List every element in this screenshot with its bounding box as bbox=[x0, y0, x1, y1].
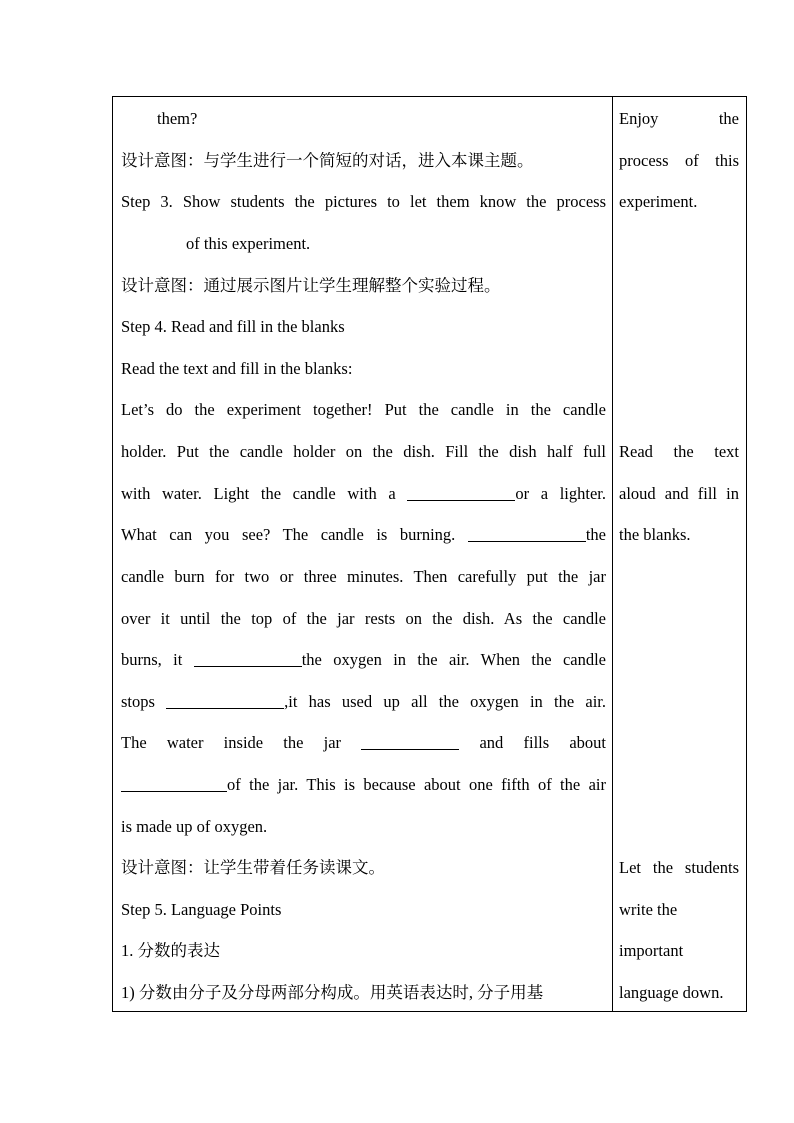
fill-blank-5[interactable] bbox=[361, 731, 459, 750]
passage-text: of the jar. This is because about one fifth of the air bbox=[227, 775, 606, 794]
passage-line bbox=[121, 722, 606, 764]
activity-line: Enjoy the bbox=[619, 109, 739, 128]
activity-line: the blanks. bbox=[619, 525, 691, 544]
passage-line bbox=[121, 639, 606, 681]
activity-line: experiment. bbox=[619, 192, 698, 211]
step-5-heading: Step 5. Language Points bbox=[121, 900, 282, 919]
design-intent-line: 设计意图：让学生带着任务读课文。 bbox=[121, 858, 385, 877]
passage-line bbox=[121, 473, 606, 515]
passage-text: The water inside the jar bbox=[121, 733, 342, 752]
passage-line: is made up of oxygen. bbox=[121, 817, 268, 836]
fill-blank-3[interactable] bbox=[194, 648, 302, 667]
activity-line: Read the text bbox=[619, 442, 739, 461]
language-point-heading: 1. 分数的表达 bbox=[121, 941, 220, 960]
passage-line: Let’s do the experiment together! Put the candle in the candle bbox=[121, 400, 606, 419]
passage-line bbox=[121, 764, 606, 806]
text-line: of this experiment. bbox=[186, 234, 311, 253]
activity-line: process of this bbox=[619, 151, 739, 170]
passage-line bbox=[121, 514, 606, 556]
fill-blank-2[interactable] bbox=[468, 523, 586, 542]
passage-text: the bbox=[585, 525, 607, 544]
passage-text: What can you see? The candle is burning. bbox=[121, 525, 456, 544]
activity-line: language down. bbox=[619, 983, 724, 1002]
activity-line: important bbox=[619, 941, 684, 960]
fill-blank-1[interactable] bbox=[407, 482, 515, 501]
design-intent-line: 设计意图：通过展示图片让学生理解整个实验过程。 bbox=[121, 276, 501, 295]
design-intent-line: 设计意图：与学生进行一个简短的对话，进入本课主题。 bbox=[121, 151, 534, 170]
fill-blank-4[interactable] bbox=[166, 690, 284, 709]
step-4-heading: Step 4. Read and fill in the blanks bbox=[121, 317, 345, 336]
text-line: them? bbox=[157, 109, 198, 128]
activity-line: write the bbox=[619, 900, 678, 919]
passage-text: and fills about bbox=[479, 733, 607, 752]
language-point-text: 1) 分数由分子及分母两部分构成。用英语表达时, 分子用基 bbox=[121, 983, 544, 1002]
passage-text: stops bbox=[121, 692, 155, 711]
passage-line: over it until the top of the jar rests on the dish. As the candle bbox=[121, 609, 606, 628]
passage-text: ,it has used up all the oxygen in the air. bbox=[284, 692, 606, 711]
passage-line bbox=[121, 681, 606, 723]
passage-line: candle burn for two or three minutes. Then carefully put the jar bbox=[121, 567, 606, 586]
passage-text: burns, it bbox=[121, 650, 183, 669]
passage-text: with water. Light the candle with a bbox=[121, 484, 396, 503]
activity-line: Let the students bbox=[619, 858, 739, 877]
passage-text: or a lighter. bbox=[515, 484, 607, 503]
passage-line: holder. Put the candle holder on the dish. Fill the dish half full bbox=[121, 442, 606, 461]
fill-blank-6[interactable] bbox=[121, 773, 227, 792]
instruction-line: Read the text and fill in the blanks: bbox=[121, 359, 353, 378]
column-divider bbox=[612, 97, 613, 1011]
passage-text: the oxygen in the air. When the candle bbox=[301, 650, 606, 669]
lesson-plan-table bbox=[112, 96, 747, 1012]
step-3-heading: Step 3. Show students the pictures to let them know the process bbox=[121, 192, 606, 211]
activity-line: aloud and fill in bbox=[619, 484, 739, 503]
